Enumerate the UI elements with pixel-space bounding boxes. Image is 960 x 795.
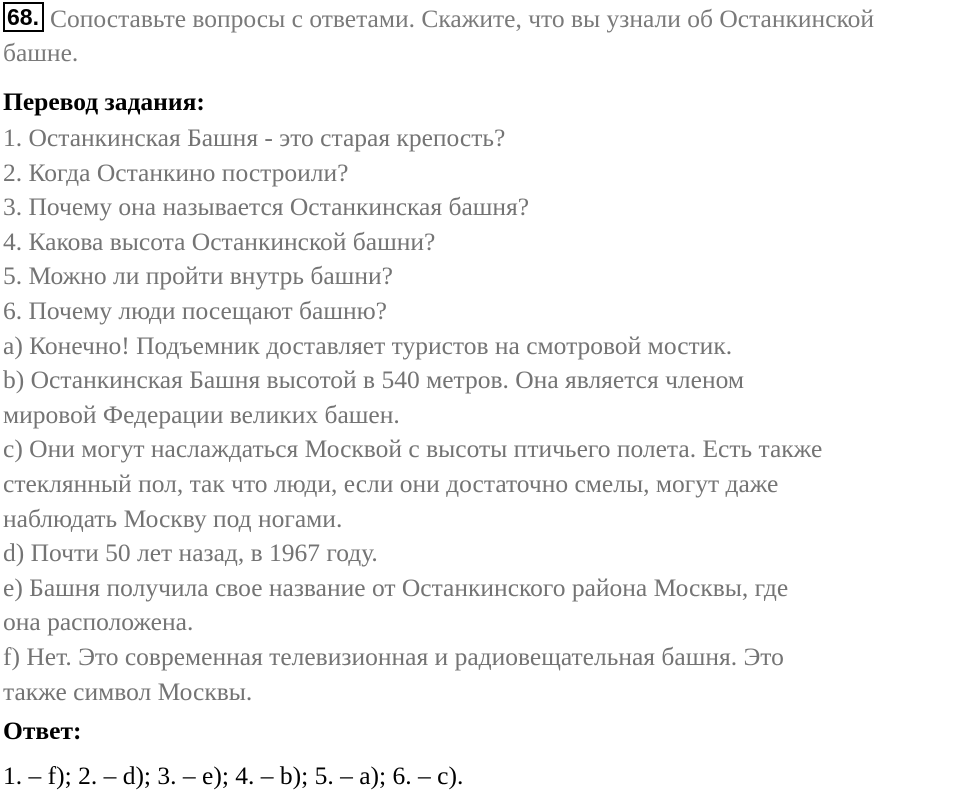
translation-line: 6. Почему люди посещают башню?: [3, 295, 387, 325]
translation-line: d) Почти 50 лет назад, в 1967 году.: [3, 538, 378, 568]
translation-line: f) Нет. Это современная телевизионная и радиовещательная башня. Это: [3, 641, 784, 671]
translation-line: c) Они могут наслаждаться Москвой с высоты птичьего полета. Есть также: [3, 434, 823, 464]
translation-line: 1. Останкинская Башня - это старая крепость?: [3, 123, 506, 152]
translation-line: e) Башня получила свое название от Останкинского района Москвы, где: [3, 572, 789, 602]
translation-line: также символ Москвы.: [3, 676, 253, 706]
task-header: [3, 2, 953, 70]
translation-line: b) Останкинская Башня высотой в 540 метров. Она является членом: [3, 365, 745, 395]
translation-line: стеклянный пол, так что люди, если они достаточно смелы, могут даже: [3, 468, 779, 498]
translation-line: 2. Когда Останкино построили?: [3, 157, 349, 187]
answer-heading: Ответ:: [3, 716, 82, 745]
translation-heading: Перевод задания:: [3, 87, 205, 116]
answer-text: 1. – f); 2. – d); 3. – e); 4. – b); 5. – a); 6. – c).: [3, 761, 464, 790]
translation-line: она расположена.: [3, 607, 194, 637]
translation-line: 4. Какова высота Останкинской башни?: [3, 226, 436, 256]
translation-text: [3, 121, 958, 709]
translation-line: a) Конечно! Подъемник доставляет туристов на смотровой мостик.: [3, 330, 733, 360]
translation-line: 3. Почему она называется Останкинская башня?: [3, 192, 530, 222]
task-instruction: Сопоставьте вопросы с ответами. Скажите, что вы узнали об Останкинской башне.: [3, 4, 875, 67]
translation-line: мировой Федерации великих башен.: [3, 399, 400, 429]
translation-line: наблюдать Москву под ногами.: [3, 503, 343, 533]
task-number-badge: 68.: [3, 2, 44, 32]
translation-line: 5. Можно ли пройти внутрь башни?: [3, 261, 393, 291]
